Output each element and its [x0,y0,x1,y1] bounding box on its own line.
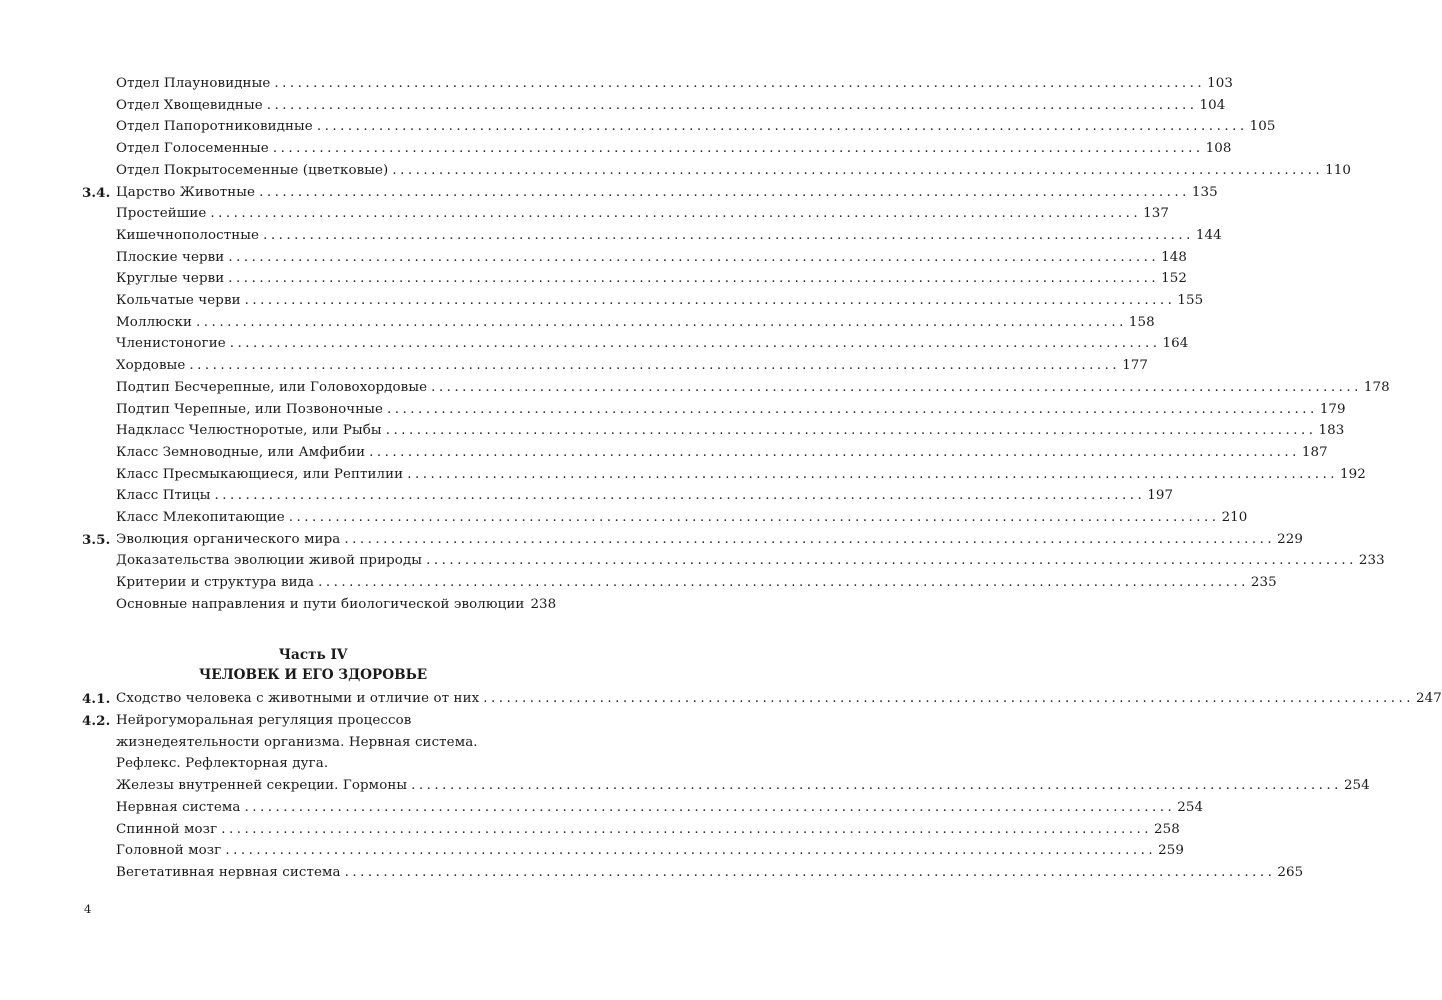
toc-entry [82,377,1390,399]
toc-entry-page: 148 [1161,249,1187,265]
toc-entry-line [116,753,544,775]
toc-leader-dots: ........................................................................................................................ [344,531,1276,547]
toc-entry-line [116,507,1248,529]
toc-entry-title: Отдел Плауновидные [116,76,271,91]
toc-entry-line [116,862,1304,884]
toc-entry-number: 4.1. [82,691,111,707]
toc-leader-dots: ........................................................................................................................ [229,336,1161,352]
toc-entry-title: Рефлекс. Рефлекторная дуга. [116,756,329,772]
toc-entry [82,753,544,775]
toc-entry [82,160,1352,182]
toc-entry-line [116,420,1345,442]
toc-entry [82,203,1170,225]
toc-entry-title: Хордовые [116,358,186,374]
page-number: 4 [84,902,92,916]
toc-entry-line [116,485,1174,507]
toc-entry-page: 183 [1318,423,1345,439]
toc-entry-title: Нейрогуморальная регуляция процессов [116,712,412,728]
toc-entry-line [116,732,544,754]
toc-leader-dots: ........................................................................................................................ [263,227,1194,243]
toc-entry-line [116,182,1218,204]
toc-entry [82,507,1248,529]
toc-entry [82,95,1226,117]
toc-entry [82,182,1218,204]
toc-entry-title: Простейшие [116,206,207,222]
toc-entry-page: 265 [1277,865,1304,880]
toc-entry [82,225,1222,247]
toc-entry-line [116,594,557,616]
toc-entry-title: Основные направления и пути биологической эволюции [116,596,525,612]
toc-leader-dots: ........................................................................................................................ [244,799,1176,815]
toc-entry [82,594,557,616]
toc-entry-title: Класс Птицы [116,488,211,504]
toc-entry-line [116,797,1204,819]
toc-entry-line [116,819,1180,841]
toc-entry-page: 164 [1162,336,1189,352]
toc-leader-dots: ........................................................................................................................ [387,401,1318,417]
toc-leader-dots: ........................................................................................................................ [228,271,1160,287]
toc-entry [82,116,1276,138]
toc-entry-page: 233 [1358,553,1385,569]
toc-entry-page: 104 [1199,97,1226,113]
toc-entry-line [116,572,1277,594]
toc-leader-dots: ........................................................................................................................ [431,379,1362,395]
toc-leader-dots: ........................................................................................................................ [225,843,1157,859]
toc-entry [82,529,1304,551]
toc-entry [82,73,1234,95]
toc-entry-number: 3.4. [82,184,111,201]
toc-entry-line [116,73,1234,95]
toc-entry-title: Моллюски [116,314,193,330]
toc-entry [82,732,544,754]
toc-entry-page: 158 [1128,314,1155,330]
toc-entry-page: 105 [1249,119,1276,135]
toc-entry-title: Критерии и структура вида [116,575,315,591]
toc-leader-dots: ........................................................................................................................ [196,314,1127,330]
toc-entry-title: Круглые черви [116,271,225,287]
toc-entry-line [116,355,1149,377]
toc-entry-title: Класс Земноводные, или Амфибии [116,444,366,460]
toc-leader-dots: ........................................................................................................................ [272,141,1204,157]
toc-entry-page: 235 [1250,575,1277,591]
toc-entry-title: Эволюция органического мира [116,531,341,547]
toc-entry-title: Спинной мозг [116,821,218,837]
toc-entry-line [116,225,1222,247]
toc-entry-number: 3.5. [82,531,111,548]
toc-entry-page: 192 [1339,466,1366,482]
toc-entry [82,797,1204,819]
toc-leader-dots: ........................................................................................................................ [266,97,1198,113]
toc-entry-line [116,138,1232,160]
toc-entry-line [116,840,1184,862]
toc-entry-title: Членистоногие [116,336,226,352]
toc-leader-dots: ........................................................................................................................ [316,119,1248,135]
toc-entry-page: 103 [1207,76,1234,91]
toc-entry [82,247,1187,269]
toc-entry-page: 152 [1161,271,1187,287]
toc-entry-line [116,775,1370,797]
toc-entry-page: 177 [1122,358,1149,374]
toc-entry-line [116,116,1276,138]
toc-entry-page: 137 [1143,206,1170,222]
toc-entry-page: 238 [530,596,557,612]
toc-leader-dots: ........................................................................................................................ [228,249,1160,265]
toc-leader-dots: ........................................................................................................................ [288,510,1220,525]
toc-entry-page: 259 [1158,843,1184,859]
toc-entry-line [116,464,1366,486]
toc-entry-line [116,203,1170,225]
toc-entry [82,819,1180,841]
toc-entry-title: Отдел Хвощевидные [116,97,263,113]
toc-leader-dots: ........................................................................................................................ [214,488,1146,504]
toc-entry-page: 110 [1325,162,1352,178]
toc-entry-title: жизнедеятельности организма. Нервная система. [116,734,478,750]
toc-entry-line [116,529,1304,551]
toc-entry [82,399,1346,421]
toc-entry-title: Отдел Голосеменные [116,141,269,157]
toc-entry-page: 254 [1343,778,1370,793]
toc-leader-dots: ........................................................................................................................ [369,444,1300,460]
toc-entry [82,420,1345,442]
toc-entry-title: Железы внутренней секреции. Гормоны [116,778,408,793]
toc-entry-title: Нервная система [116,799,241,815]
toc-entry-title: Головной мозг [116,843,222,859]
toc-entry-title: Царство Животные [116,184,256,200]
toc-entry-line [116,377,1390,399]
toc-entry-title: Отдел Папоротниковидные [116,119,313,135]
toc-entry-line [116,550,1385,572]
toc-entry [82,688,1442,710]
toc-entry-title: Вегетативная нервная система [116,865,341,880]
part-label: Часть IV [278,647,348,663]
toc-entry-line [116,247,1187,269]
toc-leader-dots: ........................................................................................................................ [344,865,1276,880]
toc-entry [82,710,544,732]
toc-leader-dots: ........................................................................................................................ [483,691,1415,706]
toc-entry-page: 254 [1177,799,1204,815]
toc-entry-page: 197 [1147,488,1174,504]
toc-entry-page: 155 [1177,293,1204,308]
toc-entry-title: Надкласс Челюстноротые, или Рыбы [116,423,382,439]
toc-entry-page: 144 [1195,227,1222,243]
toc-leader-dots: ........................................................................................................................ [244,293,1176,308]
toc-entry-number: 4.2. [82,712,111,729]
toc-entry-page: 229 [1277,531,1304,547]
toc-entry-title: Подтип Бесчерепные, или Головохордовые [116,379,428,395]
toc-entry-line [116,710,544,732]
toc-entry-line [116,160,1352,182]
toc-leader-dots: ........................................................................................................................ [189,358,1121,374]
toc-entry-title: Доказательства эволюции живой природы [116,553,423,569]
toc-entry-line [116,290,1204,312]
toc-entry [82,355,1149,377]
toc-entry-title: Класс Млекопитающие [116,510,285,525]
toc-entry [82,442,1328,464]
toc-entry-title: Класс Пресмыкающиеся, или Рептилии [116,466,404,482]
toc-entry-page: 187 [1301,444,1328,460]
toc-entry [82,312,1155,334]
toc-entry-line [116,95,1226,117]
toc-entry [82,862,1304,884]
toc-leader-dots: ........................................................................................................................ [426,553,1357,569]
toc-entry-page: 258 [1153,821,1180,837]
toc-entry-title: Отдел Покрытосеменные (цветковые) [116,162,389,178]
toc-leader-dots: ........................................................................................................................ [259,184,1190,200]
toc-entry [82,550,1385,572]
toc-entry [82,840,1184,862]
toc-leader-dots: ........................................................................................................................ [411,778,1342,793]
toc-entry-title: Плоские черви [116,249,225,265]
toc-entry-title: Подтип Черепные, или Позвоночные [116,401,384,417]
toc-entry-title: Кольчатые черви [116,293,241,308]
toc-entry-line [116,442,1328,464]
toc-entry-page: 135 [1191,184,1218,200]
toc-entry [82,333,1189,355]
toc-entry [82,464,1366,486]
toc-leader-dots: ........................................................................................................................ [392,162,1324,178]
toc-leader-dots: ........................................................................................................................ [274,76,1206,91]
toc-entry-line [116,268,1187,290]
toc-entry [82,485,1174,507]
toc-entry [82,572,1277,594]
toc-entry [82,775,1370,797]
toc-entry-title: Сходство человека с животными и отличие от них [116,691,480,706]
toc-entry [82,268,1187,290]
toc-leader-dots: ........................................................................................................................ [210,206,1142,222]
toc-entry [82,290,1204,312]
part-title: ЧЕЛОВЕК И ЕГО ЗДОРОВЬЕ [198,667,428,683]
toc-entry-page: 210 [1221,510,1248,525]
toc-entry-page: 179 [1319,401,1346,417]
toc-entry-line [116,312,1155,334]
toc-entry-page: 247 [1416,691,1442,706]
toc-entry-line [116,688,1442,710]
toc-entry-title: Кишечнополостные [116,227,260,243]
toc-entry-line [116,399,1346,421]
toc-entry-page: 178 [1363,379,1390,395]
toc-leader-dots: ........................................................................................................................ [407,466,1338,482]
toc-entry [82,138,1232,160]
toc-entry-page: 108 [1205,141,1232,157]
toc-entry-line [116,333,1189,355]
toc-leader-dots: ........................................................................................................................ [385,423,1317,439]
toc-leader-dots: ........................................................................................................................ [221,821,1152,837]
toc-leader-dots: ........................................................................................................................ [318,575,1249,591]
